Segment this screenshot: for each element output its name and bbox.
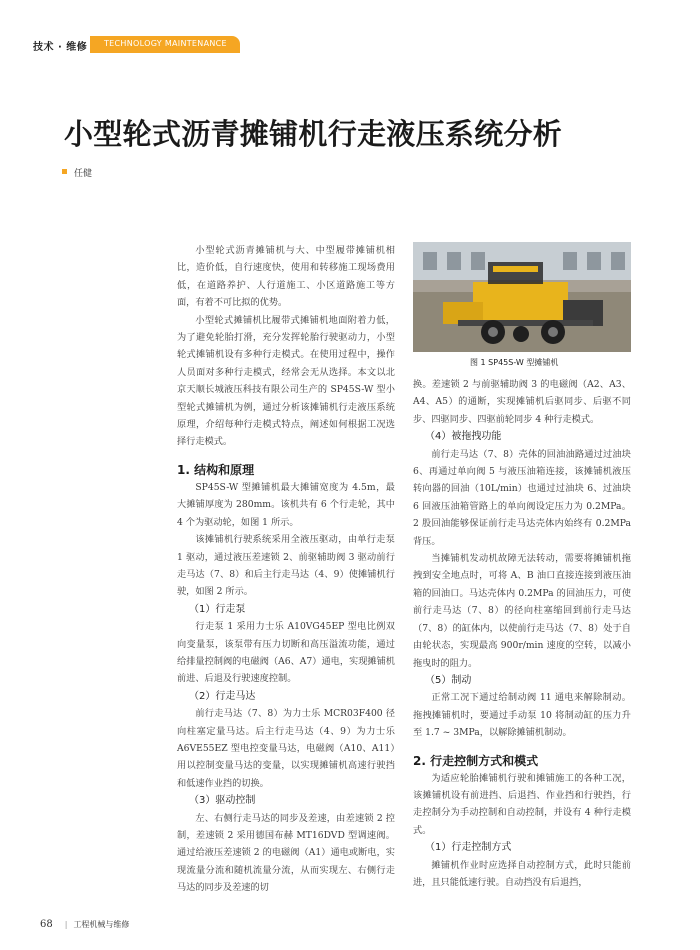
subsection-travel-pump-paragraph: 行走泵 1 采用力士乐 A10VG45EP 型电比例双向变量泵，该泵带有压力切断和高压溢流功能，通过给排量控制阀的电磁阀（A6、A7）通电，实现摊铺机前进、后退及行驶速度控制。: [177, 621, 395, 685]
footer-separator: |: [64, 920, 68, 929]
subsection-travel-motor-paragraph: 前行走马达（7、8）为力士乐 MCR03F400 径向柱塞定量马达。后主行走马达（4、9）为力士乐 A6VE55EZ 型电控变量马达，电磁阀（A10、A11）用以控制变量马达的变量，以实现摊铺机高速行驶挡和低速作业挡的切换。: [177, 708, 395, 789]
paver-photo: [413, 242, 631, 352]
figure-caption: 图 1 SP45S-W 型摊铺机: [470, 358, 559, 367]
page-number: 68: [40, 919, 53, 930]
subsection-towing-heading: （4）被拖拽功能: [425, 431, 502, 443]
subsection-towing-paragraph-1: 前行走马达（7、8）壳体的回油油路通过过油块 6、再通过单向阀 5 与液压油箱连接，该摊铺机液压转向器的回油（10L/min）也通过过油块 6、过油块 6 回液压油箱管路上的单向阀设定压力为 0.2MPa。2 股回油能够保证前行走马达壳体内始终有 0.2MPa 背压。: [413, 448, 631, 547]
paver-illustration: [413, 242, 631, 352]
subsection-braking-heading: （5）制动: [425, 674, 472, 686]
section-1-heading: 1. 结构和原理: [177, 462, 255, 477]
subsection-travel-motor-heading: （2）行走马达: [189, 690, 256, 702]
subsection-towing-paragraph-2: 当摊铺机发动机故障无法转动，需要将摊铺机拖拽到安全地点时，可将 A、B 油口直接连接到液压油箱的回油口。马达壳体内 0.2MPa 的回油压力，可使前行走马达（7、8）的径向柱塞缩回到前行走马达（7、8）的缸体内，以使前行走马达（7、8）处于自由轮状态，实现最高 900r/min 速度的空转，以减小拖曳时的阻力。: [413, 553, 631, 669]
subsection-drive-control-heading: （3）驱动控制: [189, 795, 256, 807]
subsection-travel-pump-heading: （1）行走泵: [189, 603, 246, 615]
subsection-control-mode-heading: （1）行走控制方式: [425, 842, 512, 854]
section-2-heading: 2. 行走控制方式和模式: [413, 753, 539, 768]
intro-paragraph-2: 小型轮式摊铺机比履带式摊铺机地面附着力低，为了避免轮胎打滑，充分发挥轮胎行驶驱动力，小型轮式摊铺机设有多种行走模式。在使用过程中，操作人员面对多种行走模式，经常会无从选择。本文以北京天顺长城液压科技有限公司生产的 SP45S-W 型小型轮式摊铺机为例，通过分析该摊铺机行走液压系统原理，介绍每种行走模式特点，阐述如何根据工况选择行走模式。: [177, 314, 395, 448]
article-author: 任健: [74, 169, 93, 179]
section-category: 技术 · 维修: [33, 42, 88, 53]
section-1-paragraph-1: SP45S-W 型摊铺机最大摊铺宽度为 4.5m，最大摊铺厚度为 280mm。该机共有 6 个行走轮，其中 4 个为驱动轮，如图 1 所示。: [177, 481, 395, 528]
section-1-paragraph-2: 该摊铺机行驶系统采用全液压驱动，由单行走泵 1 驱动，通过液压差速锁 2、前驱辅助阀 3 驱动前行走马达（7、8）和后主行走马达（4、9）使摊铺机行驶，如图 2 所示。: [177, 534, 395, 598]
left-column: [177, 242, 395, 897]
subsection-drive-control-paragraph: 左、右侧行走马达的同步及差速，由差速锁 2 控制，差速锁 2 采用德国布赫 MT16DVD 型调速阀。通过给液压差速锁 2 的电磁阀（A1）通电或断电，实现流量分流和随机流量分流，从而实现左、右侧行走马达的同步及差速的切: [177, 812, 395, 894]
magazine-name: 工程机械与维修: [73, 920, 130, 929]
author-bullet-icon: [62, 169, 67, 174]
subsection-braking-paragraph: 正常工况下通过给制动阀 11 通电来解除制动。拖拽摊铺机时，要通过手动泵 10 将制动缸的压力升至 1.7 ~ 3MPa，以解除摊铺机制动。: [413, 692, 631, 739]
page-footer: [40, 919, 129, 930]
right-column: [413, 376, 631, 891]
intro-paragraph-1: 小型轮式沥青摊铺机与大、中型履带摊铺机相比，造价低，自行速度快，使用和转移施工现场费用低，在道路养护、人行道施工、小区道路施工等方面，有着不可比拟的优势。: [177, 245, 395, 309]
subsection-control-mode-paragraph: 摊铺机作业时应选择自动控制方式，此时只能前进，且只能低速行驶。自动挡没有后退挡，: [413, 859, 631, 888]
article-title: 小型轮式沥青摊铺机行走液压系统分析: [64, 117, 563, 151]
continued-paragraph: 换。差速锁 2 与前驱辅助阀 3 的电磁阀（A2、A3、A4、A5）的通断，实现摊铺机后驱同步、后驱不同步、四驱同步、四驱前轮同步 4 种行走模式。: [413, 379, 631, 425]
section-2-paragraph: 为适应轮胎摊铺机行驶和摊铺施工的各种工况，该摊铺机设有前进挡、后退挡、作业挡和行驶挡，行走控制分为手动控制和自动控制，并设有 4 种行走模式。: [413, 772, 631, 836]
section-category-en: TECHNOLOGY MAINTENANCE: [104, 39, 227, 48]
